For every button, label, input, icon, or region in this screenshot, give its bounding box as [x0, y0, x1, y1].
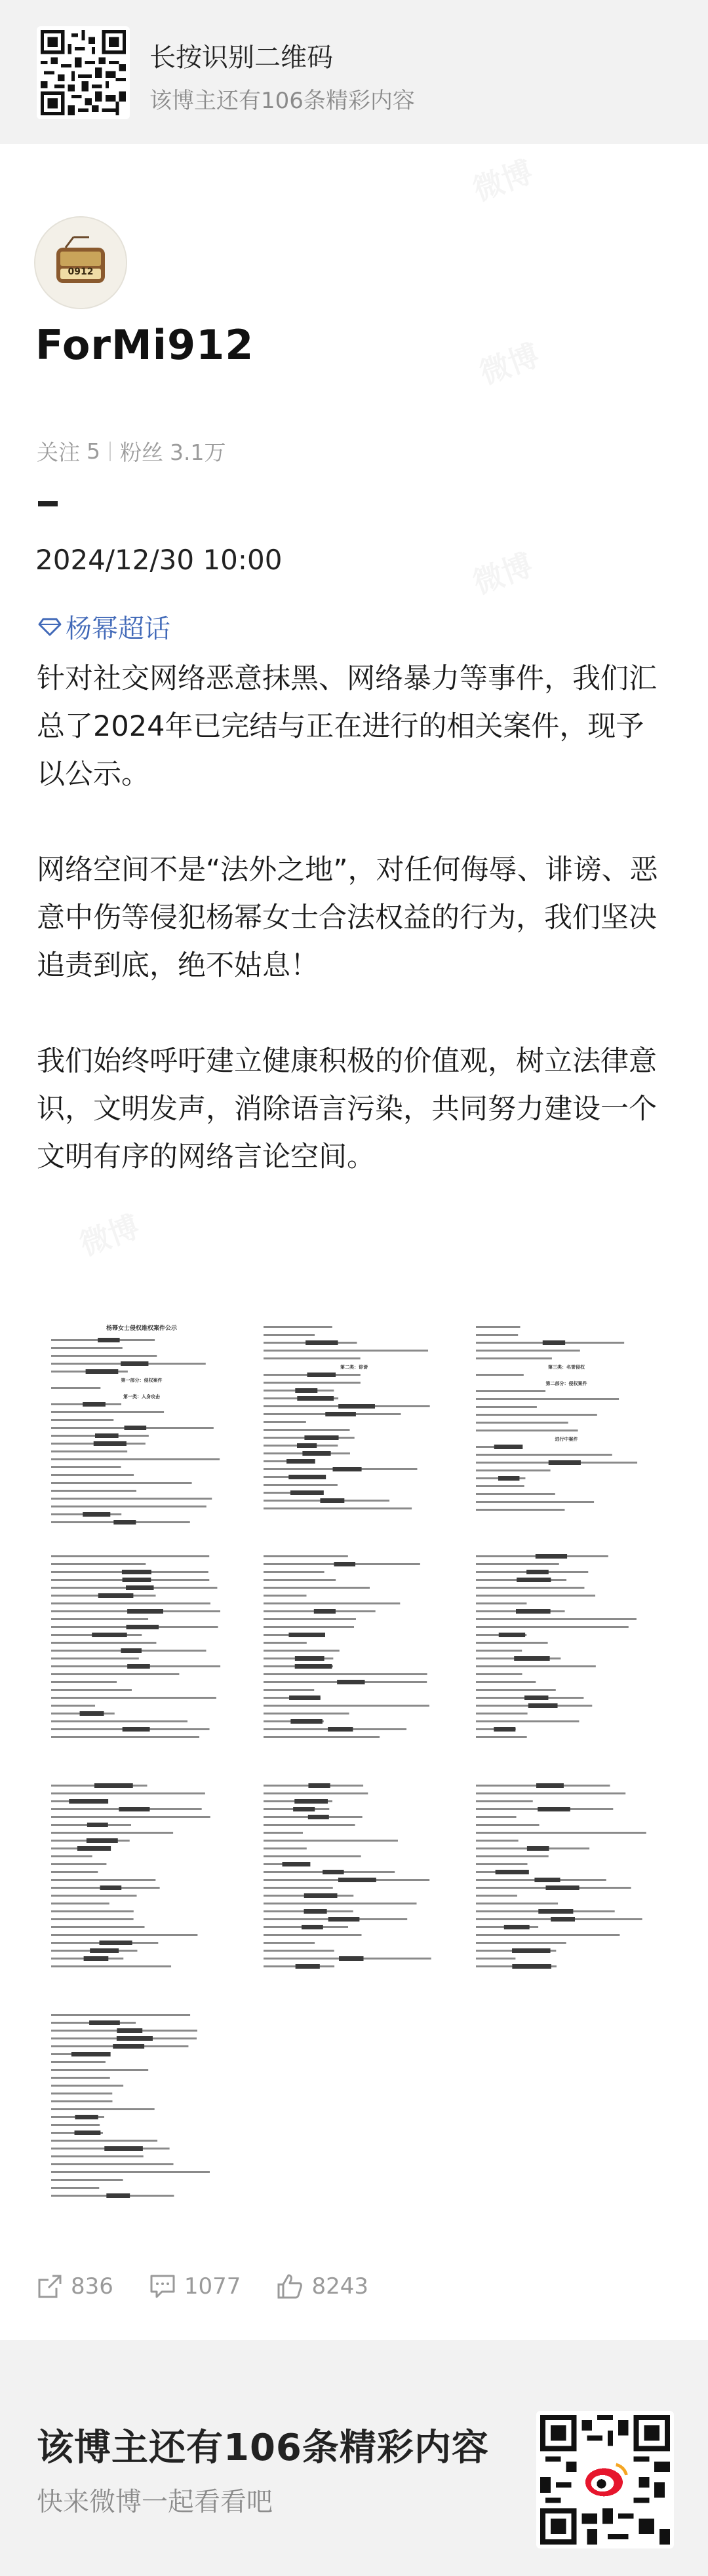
doc-image-9[interactable]	[462, 1775, 671, 2001]
doc-text-line	[264, 1642, 307, 1644]
doc-text-line	[476, 1501, 594, 1503]
doc-text-line	[51, 1681, 117, 1683]
doc-text-line	[264, 1840, 398, 1842]
divider-dash	[38, 501, 58, 506]
doc-redaction	[87, 1838, 118, 1843]
doc-redaction	[84, 1956, 109, 1961]
doc-redaction	[549, 1460, 581, 1465]
doc-redaction	[127, 1664, 150, 1669]
watermark	[473, 331, 544, 392]
doc-text-line	[476, 1720, 579, 1722]
comment-count: 1077	[184, 2273, 241, 2300]
doc-text-line	[476, 1642, 548, 1644]
qr-code-icon[interactable]	[37, 26, 130, 119]
doc-redaction	[87, 1823, 108, 1827]
doc-text-line	[476, 1713, 528, 1714]
avatar-label: 0912	[68, 267, 94, 277]
doc-redaction	[127, 1609, 163, 1614]
doc-text-line	[51, 1871, 98, 1873]
doc-text-line	[51, 1736, 199, 1738]
doc-image-3[interactable]	[462, 1317, 671, 1543]
doc-text-line	[476, 1509, 564, 1511]
doc-text-line	[264, 1673, 427, 1675]
qr-promo-banner[interactable]	[0, 0, 708, 144]
doc-redaction	[527, 1846, 549, 1851]
doc-redaction	[538, 1909, 573, 1914]
doc-text-line	[264, 1507, 412, 1509]
doc-text-line	[51, 2061, 106, 2063]
doc-text-line	[51, 1816, 210, 1818]
doc-text-line	[51, 1895, 137, 1897]
doc-redaction	[71, 2052, 111, 2056]
doc-redaction	[314, 1609, 336, 1614]
doc-text-line	[264, 1950, 334, 1952]
username[interactable]: ForMi912	[35, 321, 254, 369]
doc-text-line	[264, 1824, 355, 1826]
doc-redaction	[334, 1562, 355, 1566]
doc-redaction	[323, 1870, 344, 1874]
doc-text-line	[51, 1458, 220, 1460]
doc-image-4[interactable]	[37, 1546, 246, 1772]
doc-redaction	[543, 1340, 565, 1345]
doc-redaction	[551, 1917, 575, 1922]
doc-text-line	[51, 1965, 171, 1967]
doc-redaction	[123, 1727, 150, 1732]
doc-image-1[interactable]	[37, 1317, 246, 1543]
doc-text-line	[476, 1681, 536, 1683]
doc-redaction	[99, 1941, 132, 1945]
bottom-promo-title: 该博主还有106条精彩内容	[37, 2427, 489, 2469]
follow-stats	[37, 436, 226, 466]
doc-text-line	[264, 1357, 361, 1359]
doc-text-line	[476, 1334, 518, 1336]
doc-redaction	[496, 1870, 529, 1874]
doc-text-line	[264, 1602, 400, 1604]
doc-redaction	[123, 1578, 151, 1582]
doc-redaction	[494, 1727, 515, 1732]
doc-text-line	[264, 1792, 368, 1794]
doc-text-line	[476, 1816, 517, 1818]
doc-text-line	[476, 1895, 517, 1897]
doc-text-line	[51, 1879, 155, 1881]
doc-text-line	[51, 1490, 136, 1492]
doc-subheading: 第三类：名誉侵权	[548, 1365, 585, 1370]
doc-text-line	[51, 1903, 109, 1904]
doc-redaction	[90, 1948, 119, 1953]
doc-text-line	[476, 1673, 522, 1675]
doc-text-line	[51, 1466, 121, 1468]
doc-redaction	[504, 1925, 530, 1929]
doc-text-line	[476, 1326, 520, 1328]
doc-text-line	[476, 1485, 524, 1487]
doc-text-line	[264, 1484, 338, 1486]
doc-redaction	[526, 1570, 549, 1574]
doc-redaction	[127, 1625, 159, 1629]
doc-text-line	[51, 1918, 134, 1920]
doc-redaction	[290, 1490, 324, 1495]
watermark	[466, 541, 538, 602]
doc-text-line	[264, 1832, 303, 1834]
like-count: 8243	[311, 2273, 368, 2300]
doc-redaction	[517, 1578, 551, 1582]
doc-text-line	[476, 1357, 552, 1359]
doc-text-line	[51, 2069, 148, 2071]
doc-redaction	[288, 1633, 325, 1637]
doc-subheading: 第二类：诽谤	[340, 1365, 368, 1370]
comment-button[interactable]	[149, 2273, 241, 2300]
post-content	[37, 655, 665, 1229]
doc-text-line	[51, 1720, 187, 1722]
doc-text-line	[476, 1454, 612, 1456]
post-paragraph: 网络空间不是“法外之地”，对任何侮辱、诽谤、恶意中伤等侵犯杨幂女士合法权益的行为，我们坚决追责到底，绝不姑息！	[37, 854, 658, 982]
doc-image-8[interactable]	[249, 1775, 459, 2001]
doc-redaction	[328, 1917, 360, 1922]
doc-redaction	[126, 1585, 153, 1590]
doc-text-line	[476, 1374, 524, 1376]
doc-redaction	[289, 1695, 321, 1700]
like-button[interactable]	[276, 2273, 368, 2300]
repost-count: 836	[71, 2273, 113, 2300]
doc-text-line	[51, 1855, 92, 1857]
doc-text-line	[51, 1387, 100, 1389]
doc-text-line	[51, 1474, 134, 1476]
doc-text-line	[476, 1406, 537, 1408]
doc-text-line	[51, 1411, 164, 1413]
repost-icon	[37, 2273, 63, 2300]
doc-text-line	[264, 1934, 361, 1936]
doc-heading: 杨幂女士侵权维权案件公示	[106, 1325, 178, 1332]
doc-redaction	[121, 1361, 148, 1366]
doc-text-line	[264, 1855, 361, 1857]
qr-prompt-title: 长按识别二维码	[149, 43, 333, 73]
doc-redaction	[119, 1807, 149, 1811]
doc-redaction	[512, 1964, 551, 1969]
doc-redaction	[297, 1443, 317, 1448]
doc-text-line	[476, 1855, 549, 1857]
doc-text-line	[51, 2187, 99, 2189]
doc-redaction	[106, 2193, 130, 2198]
followers-count[interactable]: 3.1万	[170, 440, 226, 465]
doc-text-line	[51, 2124, 100, 2126]
doc-text-line	[476, 1650, 522, 1652]
weibo-qr-code-icon[interactable]	[536, 2411, 674, 2548]
doc-image-5[interactable]	[249, 1546, 459, 1772]
doc-redaction	[113, 1520, 136, 1525]
doc-redaction	[80, 1711, 104, 1716]
doc-redaction	[288, 1475, 326, 1479]
doc-text-line	[51, 1355, 157, 1357]
doc-redaction	[295, 1664, 332, 1669]
doc-text-line	[476, 1832, 646, 1834]
doc-text-line	[264, 1942, 315, 1944]
doc-text-line	[264, 1382, 361, 1384]
doc-redaction	[294, 1799, 328, 1804]
doc-text-line	[264, 1626, 354, 1628]
doc-redaction	[75, 2115, 98, 2119]
doc-redaction	[286, 1459, 315, 1464]
doc-redaction	[338, 1404, 375, 1409]
following-count[interactable]: 5	[87, 438, 100, 464]
divider	[109, 442, 111, 461]
doc-text-line	[264, 1650, 340, 1652]
doc-image-2[interactable]	[249, 1317, 459, 1543]
doc-text-line	[51, 1563, 146, 1565]
doc-redaction	[337, 1680, 364, 1684]
doc-redaction	[94, 1441, 127, 1446]
doc-text-line	[476, 1602, 526, 1604]
doc-text-line	[51, 1697, 216, 1699]
doc-text-line	[264, 1571, 324, 1573]
doc-text-line	[264, 1587, 370, 1589]
doc-redaction	[304, 1435, 338, 1440]
doc-text-line	[51, 1863, 106, 1865]
doc-redaction	[305, 1340, 338, 1345]
doc-text-line	[51, 2179, 123, 2181]
doc-text-line	[51, 2155, 144, 2157]
doc-redaction	[536, 1783, 564, 1788]
doc-redaction	[92, 1633, 127, 1637]
doc-redaction	[113, 2044, 144, 2049]
doc-redaction	[89, 2020, 120, 2025]
image-grid	[37, 1310, 671, 2227]
doc-text-line	[476, 1563, 559, 1565]
doc-text-line	[51, 2140, 157, 2142]
doc-redaction	[104, 2146, 143, 2151]
doc-text-line	[476, 1903, 558, 1904]
topic-link[interactable]	[38, 608, 170, 645]
doc-text-line	[476, 1618, 637, 1620]
followers-label[interactable]: 粉丝	[120, 440, 163, 465]
doc-text-line	[476, 1595, 595, 1597]
doc-redaction	[516, 1609, 551, 1614]
doc-text-line	[476, 1398, 619, 1400]
doc-text-line	[51, 2093, 112, 2094]
bottom-promo-banner[interactable]	[0, 2340, 708, 2576]
doc-redaction	[498, 1476, 519, 1481]
doc-redaction	[338, 1878, 376, 1882]
doc-redaction	[98, 1338, 119, 1342]
doc-text-line	[51, 1506, 206, 1507]
action-bar	[37, 2268, 404, 2305]
doc-text-line	[264, 1579, 336, 1581]
post-paragraph: 我们始终呼吁建立健康积极的价值观，树立法律意识，文明发声，消除语言污染，共同努力建设一个文明有序的网络言论空间。	[37, 1045, 657, 1173]
doc-redaction	[512, 1948, 550, 1953]
doc-redaction	[295, 1388, 317, 1393]
doc-text-line	[51, 1705, 95, 1707]
doc-text-line	[51, 1555, 209, 1557]
doc-text-line	[476, 1350, 580, 1352]
doc-text-line	[51, 1657, 139, 1659]
doc-text-line	[51, 1482, 192, 1484]
diamond-icon	[38, 617, 62, 637]
doc-image-7[interactable]	[37, 1775, 246, 2001]
doc-redaction	[296, 1964, 320, 1969]
doc-text-line	[476, 1665, 596, 1667]
doc-redaction	[297, 1396, 334, 1401]
doc-text-line	[476, 1942, 566, 1944]
doc-redaction	[117, 2028, 142, 2033]
doc-text-line	[51, 1673, 179, 1675]
doc-redaction	[328, 1727, 353, 1732]
doc-text-line	[476, 1422, 568, 1424]
doc-redaction	[75, 2131, 101, 2135]
doc-redaction	[77, 1846, 111, 1851]
doc-redaction	[121, 1648, 142, 1653]
doc-subheading: 第一类：人身攻击	[123, 1394, 160, 1399]
doc-redaction	[304, 1909, 327, 1914]
doc-redaction	[320, 1498, 344, 1503]
doc-text-line	[264, 1736, 380, 1738]
doc-subheading: 进行中案件	[555, 1437, 578, 1442]
doc-text-line	[476, 1800, 533, 1802]
doc-text-line	[476, 1414, 597, 1416]
doc-text-line	[264, 1429, 349, 1431]
doc-redaction	[100, 1885, 122, 1890]
doc-text-line	[51, 1498, 212, 1500]
doc-redaction	[117, 2036, 153, 2041]
doc-redaction	[293, 1807, 315, 1811]
doc-redaction	[98, 1593, 134, 1598]
doc-text-line	[51, 1792, 205, 1794]
doc-redaction	[122, 1570, 151, 1574]
doc-text-line	[51, 2085, 123, 2087]
doc-redaction	[499, 1633, 525, 1637]
post-date: 2024/12/30 10:00	[35, 544, 283, 576]
doc-text-line	[51, 1419, 113, 1421]
doc-redaction	[536, 1554, 567, 1559]
doc-text-line	[51, 2100, 112, 2102]
doc-text-line	[264, 1350, 428, 1352]
doc-text-line	[264, 1705, 429, 1707]
doc-text-line	[51, 1450, 127, 1452]
following-label[interactable]: 关注	[37, 440, 80, 465]
doc-redaction	[534, 1878, 560, 1882]
doc-redaction	[302, 1925, 323, 1929]
doc-text-line	[476, 1493, 555, 1495]
repost-button[interactable]	[37, 2273, 113, 2300]
doc-redaction	[95, 1433, 119, 1438]
doc-text-line	[51, 1934, 197, 1936]
doc-text-line	[264, 1334, 315, 1336]
avatar[interactable]	[34, 216, 127, 309]
doc-redaction	[302, 1451, 330, 1456]
doc-text-line	[51, 2108, 155, 2110]
doc-text-line	[476, 1736, 527, 1738]
post-paragraph: 针对社交网络恶意抹黑、网络暴力等事件，我们汇总了2024年已完结与正在进行的相关案件，现予以公示。	[37, 662, 657, 791]
doc-redaction	[528, 1703, 558, 1708]
doc-text-line	[476, 1840, 519, 1842]
doc-redaction	[290, 1719, 323, 1724]
doc-redaction	[308, 1783, 330, 1788]
doc-text-line	[476, 1934, 620, 1936]
doc-redaction	[538, 1807, 570, 1811]
doc-text-line	[51, 1926, 145, 1928]
doc-redaction	[307, 1373, 336, 1377]
doc-text-line	[51, 2163, 174, 2165]
doc-redaction	[308, 1815, 329, 1819]
doc-redaction	[86, 1369, 119, 1374]
doc-redaction	[69, 1799, 108, 1804]
doc-text-line	[51, 1618, 148, 1620]
doc-text-line	[476, 1587, 584, 1589]
doc-redaction	[304, 1893, 338, 1898]
qr-prompt-subtitle: 该博主还有106条精彩内容	[149, 88, 415, 114]
doc-text-line	[51, 1689, 132, 1691]
watermark	[466, 148, 538, 209]
doc-text-line	[476, 1958, 515, 1960]
doc-redaction	[514, 1656, 549, 1661]
doc-text-line	[476, 1430, 578, 1431]
doc-redaction	[83, 1512, 110, 1517]
doc-text-line	[476, 1792, 625, 1794]
bottom-promo-subtitle: 快来微博一起看看吧	[37, 2487, 273, 2517]
doc-redaction	[295, 1656, 324, 1661]
doc-text-line	[476, 1824, 540, 1826]
doc-redaction	[494, 1445, 523, 1449]
doc-image-10[interactable]	[37, 2005, 246, 2231]
doc-text-line	[51, 2014, 190, 2016]
doc-text-line	[264, 1903, 416, 1904]
thumbs-up-icon	[276, 2273, 304, 2300]
doc-text-line	[476, 1626, 629, 1628]
doc-text-line	[264, 1555, 348, 1557]
doc-text-line	[51, 1832, 173, 1834]
doc-text-line	[264, 1887, 333, 1889]
doc-redaction	[545, 1885, 579, 1890]
doc-text-line	[264, 1421, 306, 1423]
doc-text-line	[51, 2171, 210, 2173]
doc-redaction	[524, 1695, 548, 1700]
doc-text-line	[476, 1863, 528, 1865]
doc-text-line	[51, 2077, 110, 2079]
topic-label: 杨幂超话	[66, 614, 170, 644]
doc-text-line	[476, 1689, 556, 1691]
doc-redaction	[325, 1412, 356, 1416]
doc-text-line	[264, 1618, 356, 1620]
doc-text-line	[51, 1602, 210, 1604]
doc-redaction	[125, 1426, 147, 1430]
doc-text-line	[51, 1642, 156, 1644]
doc-image-6[interactable]	[462, 1546, 671, 1772]
doc-text-line	[264, 1326, 332, 1328]
doc-text-line	[264, 1595, 307, 1597]
doc-redaction	[283, 1862, 311, 1866]
doc-text-line	[51, 1347, 123, 1349]
doc-text-line	[264, 1713, 349, 1714]
doc-redaction	[83, 1402, 106, 1407]
doc-text-line	[264, 1847, 307, 1849]
doc-subheading: 第二部分：侵权案件	[545, 1381, 587, 1386]
doc-text-line	[476, 1469, 551, 1471]
doc-redaction	[333, 1467, 362, 1471]
doc-text-line	[264, 1689, 314, 1691]
doc-text-line	[51, 1910, 134, 1912]
doc-text-line	[476, 1390, 545, 1392]
doc-redaction	[339, 1956, 363, 1961]
doc-subheading: 第一部分：侵权案件	[121, 1378, 163, 1383]
comment-icon	[149, 2273, 176, 2300]
doc-redaction	[94, 1783, 133, 1788]
